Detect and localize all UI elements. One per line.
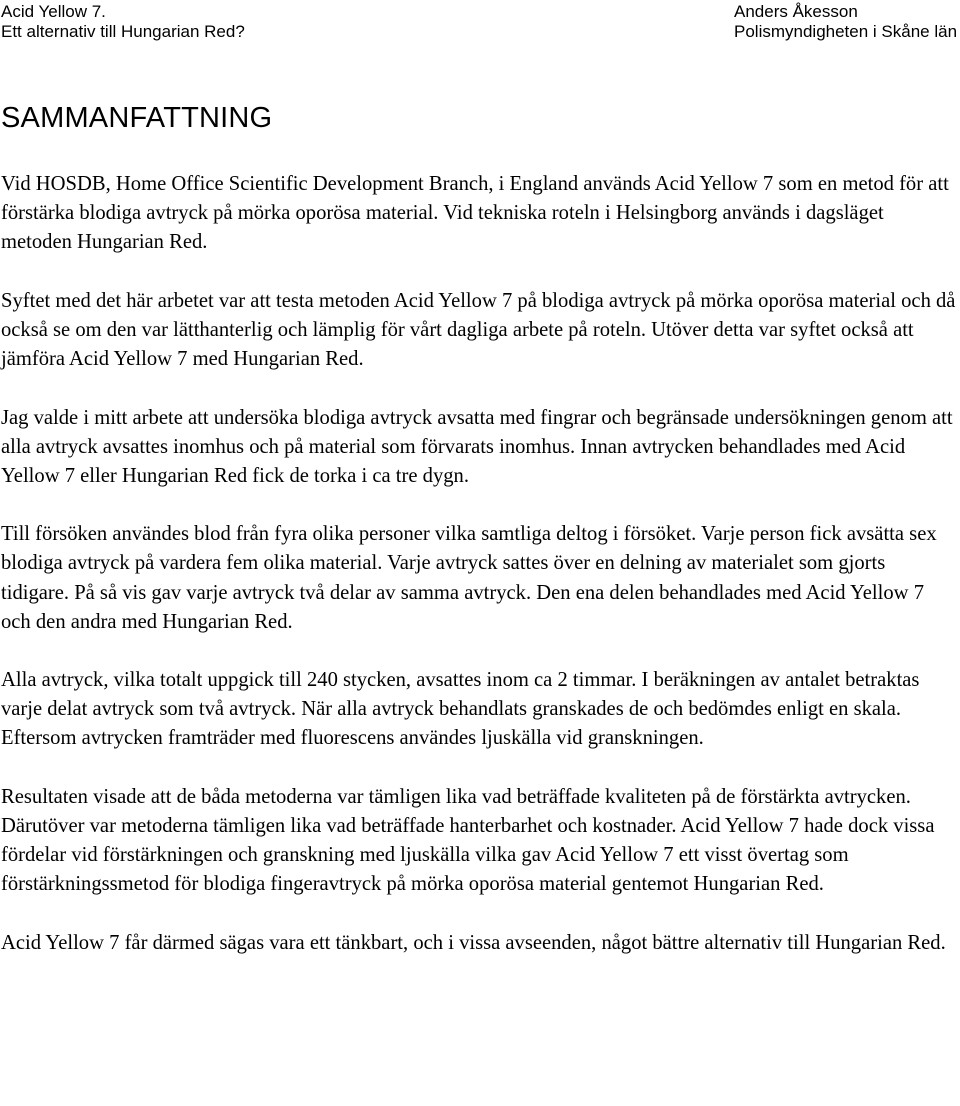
summary-paragraph-5: Alla avtryck, vilka totalt uppgick till 240 stycken, avsattes inom ca 2 timmar. I beräkningen av antalet betraktas varje delat avtryck som två avtryck. När alla avtryck behandlats granskades de och bedömdes enligt en skala. Eftersom avtrycken framträder med fluorescens användes ljuskälla vid granskningen. [1, 669, 920, 750]
summary-paragraph-4: Till försöken användes blod från fyra olika personer vilka samtliga deltog i försöket. Varje person fick avsätta sex blodiga avtryck på vardera fem olika material. Varje avtryck sattes över en delning av materialet som gjorts tidigare. På så vis gav varje avtryck två delar av samma avtryck. Den ena delen behandlades med Acid Yellow 7 och den andra med Hungarian Red. [1, 523, 937, 633]
header-subtitle-line: Ett alternativ till Hungarian Red? [1, 22, 245, 41]
summary-paragraph-7: Acid Yellow 7 får därmed sägas vara ett tänkbart, och i vissa avseenden, något bättre alternativ till Hungarian Red. [1, 931, 946, 954]
summary-paragraph-6: Resultaten visade att de båda metoderna var tämligen lika vad beträffade kvaliteten på de förstärkta avtrycken. Därutöver var metoderna tämligen lika vad beträffade hanterbarhet och kostnader. Acid Yellow 7 hade dock vissa fördelar vid förstärkningen och granskning med ljuskälla vilka gav Acid Yellow 7 ett visst övertag som förstärkningssmetod för blodiga fingeravtryck på mörka oporösa material gentemot Hungarian Red. [1, 786, 935, 896]
summary-body [1, 170, 956, 987]
section-heading: SAMMANFATTNING [1, 102, 273, 134]
header-title-line: Acid Yellow 7. [1, 2, 106, 21]
header-document-title [1, 2, 245, 42]
summary-paragraph-2: Syftet med det här arbetet var att testa metoden Acid Yellow 7 på blodiga avtryck på mörka oporösa material och då också se om den var lätthanterlig och lämplig för vårt dagliga arbete på roteln. Utöver detta var syftet också att jämföra Acid Yellow 7 med Hungarian Red. [1, 289, 956, 370]
summary-paragraph-3: Jag valde i mitt arbete att undersöka blodiga avtryck avsatta med fingrar och begränsade undersökningen genom att alla avtryck avsattes inomhus och på material som förvarats inomhus. Innan avtrycken behandlades med Acid Yellow 7 eller Hungarian Red fick de torka i ca tre dygn. [1, 406, 953, 487]
header-author-name: Anders Åkesson [734, 2, 858, 21]
page-header [0, 2, 960, 46]
header-author-block [734, 2, 957, 42]
summary-paragraph-1: Vid HOSDB, Home Office Scientific Development Branch, i England används Acid Yellow 7 som en metod för att förstärka blodiga avtryck på mörka oporösa material. Vid tekniska roteln i Helsingborg används i dagsläget metoden Hungarian Red. [1, 173, 949, 254]
header-author-affiliation: Polismyndigheten i Skåne län [734, 22, 958, 41]
